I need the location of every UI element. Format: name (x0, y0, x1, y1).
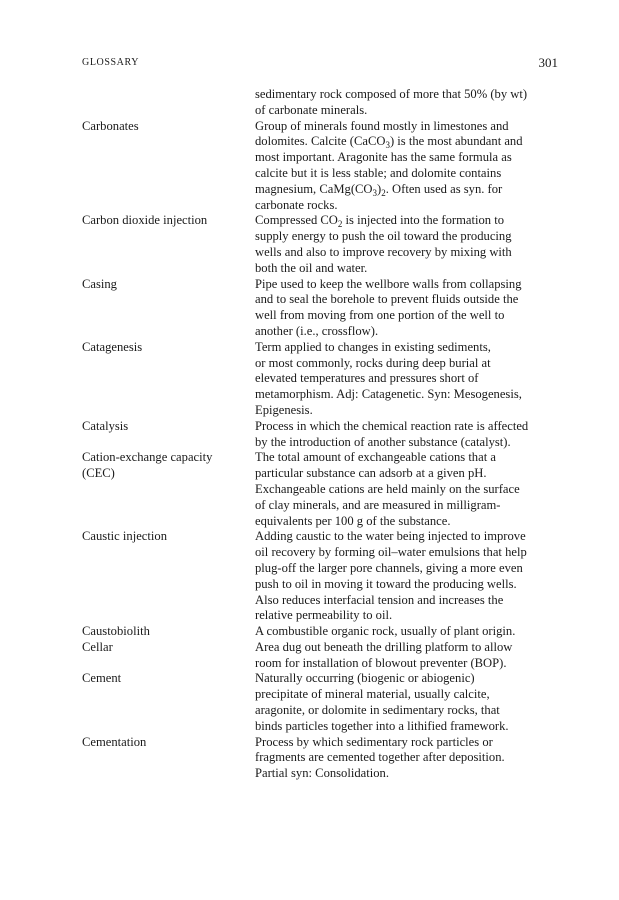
term-line: Cementation (82, 734, 147, 749)
glossary-term (82, 529, 255, 545)
term-line: (CEC) (82, 466, 115, 481)
definition-text: binds particles together into a lithified framework. (255, 718, 509, 733)
glossary-term (82, 213, 255, 229)
definition-text: magnesium, CaMg(CO (255, 181, 373, 196)
definition-line (255, 482, 560, 498)
subscript: 2 (337, 219, 343, 230)
subscript: 3 (385, 140, 390, 151)
definition-text: supply energy to push the oil toward the producing (255, 229, 512, 244)
glossary-term (82, 671, 255, 687)
definition-text: oil recovery by forming oil–water emulsions that help (255, 545, 527, 560)
definition-line (255, 750, 560, 766)
definition-line (255, 719, 560, 735)
term-line: Cellar (82, 639, 113, 654)
glossary-entry (82, 340, 560, 419)
definition-text: Epigenesis. (255, 402, 313, 417)
definition-line (255, 435, 560, 451)
definition-text: precipitate of mineral material, usually calcite, (255, 687, 490, 702)
term-line: Casing (82, 276, 117, 291)
running-head (82, 55, 558, 71)
glossary-definition (255, 340, 560, 419)
definition-text: of clay minerals, and are measured in milligram- (255, 497, 501, 512)
term-line: Catagenesis (82, 339, 143, 354)
definition-text: elevated temperatures and pressures short of (255, 371, 479, 386)
definition-line (255, 213, 560, 229)
glossary-entry (82, 529, 560, 624)
definition-line (255, 640, 560, 656)
glossary-definition (255, 119, 560, 214)
definition-line (255, 182, 560, 198)
definition-line (255, 545, 560, 561)
glossary-entry (82, 450, 560, 529)
definition-text: Exchangeable cations are held mainly on the surface (255, 481, 520, 496)
definition-text: ) is the most abundant and (389, 134, 523, 149)
definition-line (255, 766, 560, 782)
glossary-entry (82, 119, 560, 214)
term-line: Carbon dioxide injection (82, 213, 208, 228)
definition-line (255, 103, 560, 119)
definition-text: A combustible organic rock, usually of plant origin. (255, 624, 516, 639)
glossary-term (82, 735, 255, 751)
definition-line (255, 703, 560, 719)
definition-text: Compressed CO (255, 213, 338, 228)
definition-line (255, 261, 560, 277)
definition-text: another (i.e., crossflow). (255, 323, 379, 338)
definition-line (255, 308, 560, 324)
definition-text: or most commonly, rocks during deep burial at (255, 355, 491, 370)
definition-line (255, 87, 560, 103)
glossary-definition (255, 640, 560, 672)
definition-text: most important. Aragonite has the same formula as (255, 150, 512, 165)
definition-line (255, 134, 560, 150)
glossary-definition (255, 87, 560, 119)
definition-line (255, 577, 560, 593)
definition-text: ) (377, 181, 382, 196)
definition-text: Pipe used to keep the wellbore walls from collapsing (255, 276, 522, 291)
glossary-definition (255, 624, 560, 640)
term-line: Cation-exchange capacity (82, 450, 213, 465)
definition-line (255, 687, 560, 703)
glossary-definition (255, 419, 560, 451)
glossary-term (82, 640, 255, 656)
definition-text: equivalents per 100 g of the substance. (255, 513, 451, 528)
glossary-entry (82, 87, 560, 119)
definition-line (255, 340, 560, 356)
term-line: Catalysis (82, 418, 129, 433)
glossary-term (82, 419, 255, 435)
glossary-definition (255, 671, 560, 734)
glossary-definition (255, 450, 560, 529)
definition-text: Also reduces interfacial tension and increases the (255, 592, 504, 607)
definition-line (255, 324, 560, 340)
definition-text: The total amount of exchangeable cations that a (255, 450, 496, 465)
definition-text: by the introduction of another substance (catalyst). (255, 434, 511, 449)
definition-text: relative permeability to oil. (255, 608, 393, 623)
definition-line (255, 371, 560, 387)
glossary-definition (255, 735, 560, 782)
term-line: Carbonates (82, 118, 139, 133)
definition-text: sedimentary rock composed of more that 50% (by wt) (255, 87, 528, 101)
definition-line (255, 387, 560, 403)
definition-line (255, 277, 560, 293)
definition-text: is injected into the formation to (342, 213, 504, 228)
glossary-entry (82, 419, 560, 451)
term-line: Cement (82, 671, 122, 686)
definition-text: metamorphism. Adj: Catagenetic. Syn: Mesogenesis, (255, 387, 522, 402)
definition-text: aragonite, or dolomite in sedimentary rocks, that (255, 703, 500, 718)
definition-text: Process in which the chemical reaction rate is affected (255, 418, 529, 433)
definition-text: Adding caustic to the water being injected to improve (255, 529, 526, 544)
definition-line (255, 561, 560, 577)
definition-line (255, 292, 560, 308)
definition-line (255, 356, 560, 372)
definition-line (255, 419, 560, 435)
glossary-entry (82, 671, 560, 734)
definition-text: wells and also to improve recovery by mixing with (255, 244, 512, 259)
definition-text: dolomites. Calcite (CaCO (255, 134, 386, 149)
glossary-entry (82, 213, 560, 276)
running-title: GLOSSARY (82, 57, 140, 68)
definition-text: room for installation of blowout preventer (BOP). (255, 655, 507, 670)
glossary-entry (82, 640, 560, 672)
definition-line (255, 608, 560, 624)
glossary-definition (255, 529, 560, 624)
glossary-term (82, 624, 255, 640)
definition-text: . Often used as syn. for (385, 181, 503, 196)
definition-text: Naturally occurring (biogenic or abiogenic) (255, 671, 475, 686)
definition-line (255, 529, 560, 545)
subscript: 3 (372, 187, 378, 198)
definition-text: push to oil in moving it toward the producing wells. (255, 576, 517, 591)
definition-line (255, 150, 560, 166)
definition-text: carbonate rocks. (255, 197, 338, 212)
glossary-term (82, 450, 255, 482)
glossary-entry (82, 735, 560, 782)
definition-line (255, 514, 560, 530)
glossary-definition (255, 213, 560, 276)
definition-line (255, 198, 560, 214)
definition-line (255, 229, 560, 245)
definition-line (255, 656, 560, 672)
definition-text: Area dug out beneath the drilling platform to allow (255, 639, 513, 654)
definition-line (255, 624, 560, 640)
glossary-entry (82, 277, 560, 340)
definition-text: plug-off the larger pore channels, giving a more even (255, 560, 523, 575)
definition-line (255, 403, 560, 419)
glossary-term (82, 277, 255, 293)
glossary-term (82, 340, 255, 356)
definition-text: well from moving from one portion of the well to (255, 308, 505, 323)
glossary-definition (255, 277, 560, 340)
definition-text: particular substance can adsorb at a given pH. (255, 466, 487, 481)
definition-text: and to seal the borehole to prevent fluids outside the (255, 292, 519, 307)
definition-line (255, 498, 560, 514)
definition-text: fragments are cemented together after deposition. (255, 750, 505, 765)
definition-line (255, 671, 560, 687)
glossary-term (82, 119, 255, 135)
definition-line (255, 735, 560, 751)
subscript: 2 (381, 187, 386, 198)
definition-line (255, 166, 560, 182)
definition-text: Term applied to changes in existing sediments, (255, 339, 491, 354)
definition-text: both the oil and water. (255, 260, 368, 275)
term-line: Caustobiolith (82, 624, 150, 639)
page-number: 301 (538, 55, 558, 70)
definition-text: calcite but it is less stable; and dolomite contains (255, 165, 502, 180)
definition-line (255, 593, 560, 609)
definition-line (255, 466, 560, 482)
definition-text: Group of minerals found mostly in limestones and (255, 118, 509, 133)
definition-line (255, 245, 560, 261)
glossary-list (82, 87, 560, 782)
definition-text: of carbonate minerals. (255, 102, 368, 117)
definition-text: Process by which sedimentary rock particles or (255, 734, 493, 749)
glossary-entry (82, 624, 560, 640)
definition-text: Partial syn: Consolidation. (255, 766, 389, 781)
definition-line (255, 450, 560, 466)
definition-line (255, 119, 560, 135)
term-line: Caustic injection (82, 529, 167, 544)
